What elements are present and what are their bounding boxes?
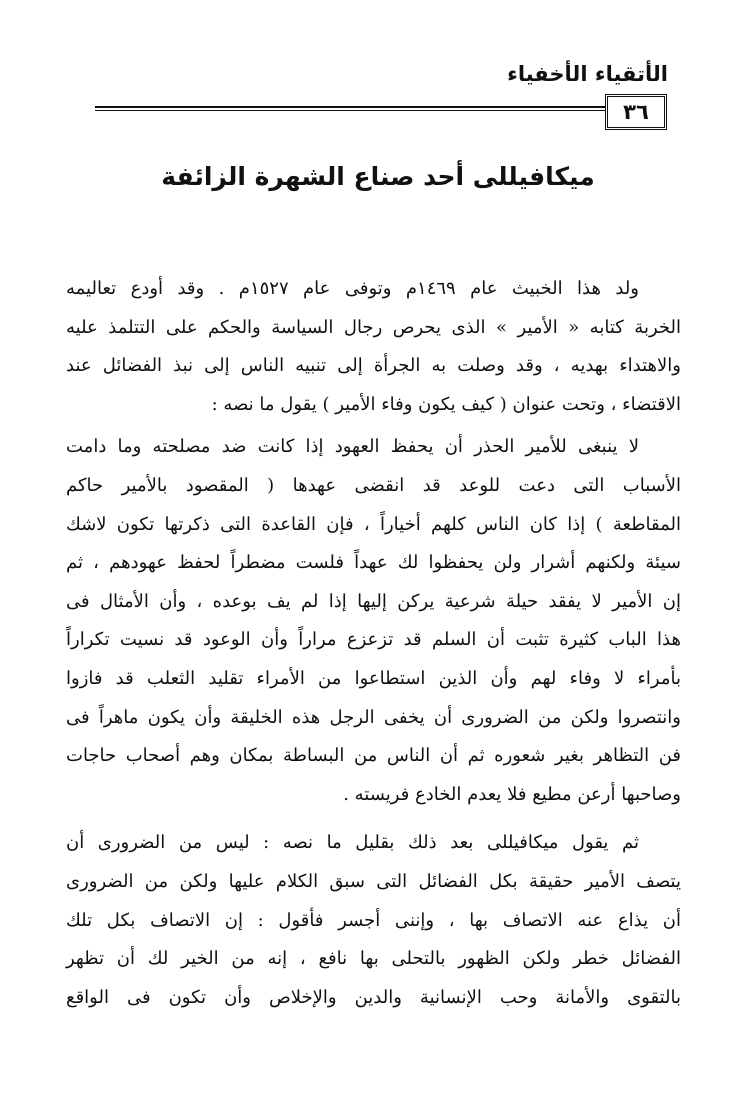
text-line: الخربة كتابه « الأمير » الذى يحرص رجال السياسة والحكم على التتلمذ عليه <box>66 316 681 338</box>
text-line: فن التظاهر بغير شعوره ثم أن الناس من البساطة بمكان وهم أصحاب حاجات <box>66 745 681 767</box>
text-line: وانتصروا ولكن من الضرورى أن يخفى الرجل هذه الخليقة وأن يكون ماهراً فى <box>66 706 681 728</box>
paragraph <box>66 428 681 814</box>
body-text <box>66 270 681 1021</box>
text-line: لا ينبغى للأمير الحذر أن يحفظ العهود إذا كانت ضد مصلحته وما دامت <box>66 436 639 458</box>
text-line: سيئة ولكنهم أشرار ولن يحفظوا لك عهداً فلست مضطراً لحفظ عهودهم ، ثم <box>66 552 681 574</box>
text-line: ولد هذا الخبيث عام ١٤٦٩م وتوفى عام ١٥٢٧م . وقد أودع تعاليمه <box>66 278 639 299</box>
text-line: الأسباب التى دعت للوعد قد انقضى عهدها ( المقصود بالأمير حاكم <box>66 474 681 496</box>
running-head: الأتقياء الأخفياء <box>507 62 668 86</box>
text-line: هذا الباب كثيرة تثبت أن السلم قد تزعزع مراراً وأن الوعود قد نسيت تكراراً <box>66 629 681 651</box>
paragraph <box>66 824 681 1017</box>
text-line: المقاطعة ) إذا كان الناس كلهم أخياراً ، فإن القاعدة التى ذكرتها تكون لاشك <box>66 513 681 535</box>
paragraph <box>66 270 681 424</box>
text-line: وصاحبها أرعن مطيع فلا يعدم الخادع فريسته . <box>343 783 681 805</box>
text-line: الاقتضاء ، وتحت عنوان ( كيف يكون وفاء الأمير ) يقول ما نصه : <box>211 393 681 415</box>
page-number: ٣٦ <box>605 94 667 130</box>
text-line: الفضائل خطر ولكن الظهور بالتحلى بها نافع ، إنه من الخير لك أن تظهر <box>66 948 681 970</box>
text-line: ثم يقول ميكافيللى بعد ذلك بقليل ما نصه : ليس من الضرورى أن <box>66 832 639 854</box>
chapter-title: ميكافيللى أحد صناع الشهرة الزائفة <box>161 162 595 191</box>
text-line: يتصف الأمير حقيقة بكل الفضائل التى سبق الكلام عليها ولكن من الضرورى <box>66 870 681 892</box>
text-line: أن يذاع عنه الاتصاف بها ، وإننى أجسر فأقول : إن الاتصاف بكل تلك <box>66 909 681 931</box>
text-line: والاهتداء بهديه ، وقد وصلت به الجرأة إلى تنبيه الناس إلى نبذ الفضائل عند <box>66 355 681 377</box>
text-line: بأمراء لا وفاء لهم وأن الذين استطاعوا من الأمراء تقليد الثعلب قد فازوا <box>66 667 681 689</box>
text-line: بالتقوى والأمانة وحب الإنسانية والدين والإخلاص وأن تكون فى الواقع <box>66 986 681 1008</box>
text-line: إن الأمير لا يفقد حيلة شرعية يركن إليها إذا لم يف بوعده ، وأن الأمثال فى <box>66 590 681 612</box>
header-rule <box>95 106 655 111</box>
